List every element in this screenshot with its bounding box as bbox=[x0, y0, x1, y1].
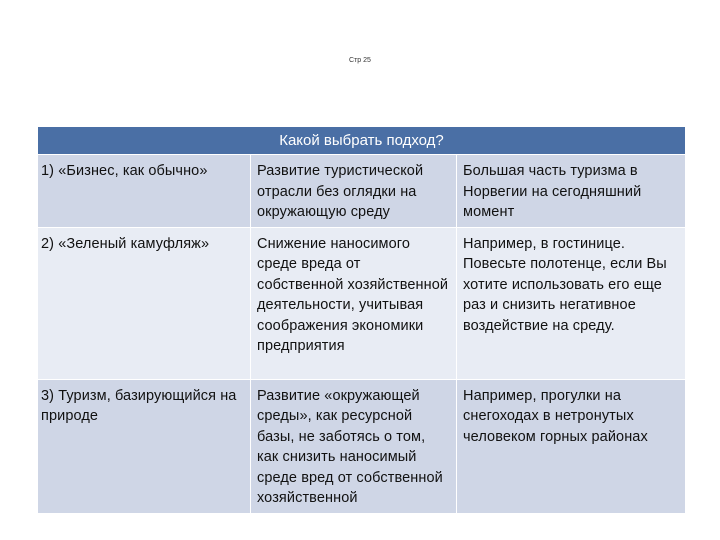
table-header-row bbox=[38, 127, 685, 154]
example-cell: Например, в гостинице. Повесьте полотенце, если Вы хотите использовать его еще раз и снизить негативное воздействие на среду. bbox=[456, 227, 685, 379]
table-row bbox=[38, 154, 685, 227]
description-cell: Развитие туристической отрасли без оглядки на окружающую среду bbox=[250, 154, 456, 227]
approach-table bbox=[38, 127, 685, 513]
approach-cell: 1) «Бизнес, как обычно» bbox=[38, 154, 250, 227]
table-row bbox=[38, 379, 685, 513]
example-cell: Большая часть туризма в Норвегии на сегодняшний момент bbox=[456, 154, 685, 227]
approach-cell: 3) Туризм, базирующийся на природе bbox=[38, 379, 250, 513]
example-cell: Например, прогулки на снегоходах в нетронутых человеком горных районах bbox=[456, 379, 685, 513]
approach-cell: 2) «Зеленый камуфляж» bbox=[38, 227, 250, 379]
table-header: Какой выбрать подход? bbox=[38, 127, 685, 154]
table-row bbox=[38, 227, 685, 379]
description-cell: Развитие «окружающей среды», как ресурсной базы, не заботясь о том, как снизить наносимый среде вред от собственной хозяйственной bbox=[250, 379, 456, 513]
page-label: Стр 25 bbox=[349, 57, 371, 64]
description-cell: Снижение наносимого среде вреда от собственной хозяйственной деятельности, учитывая соображения экономики предприятия bbox=[250, 227, 456, 379]
